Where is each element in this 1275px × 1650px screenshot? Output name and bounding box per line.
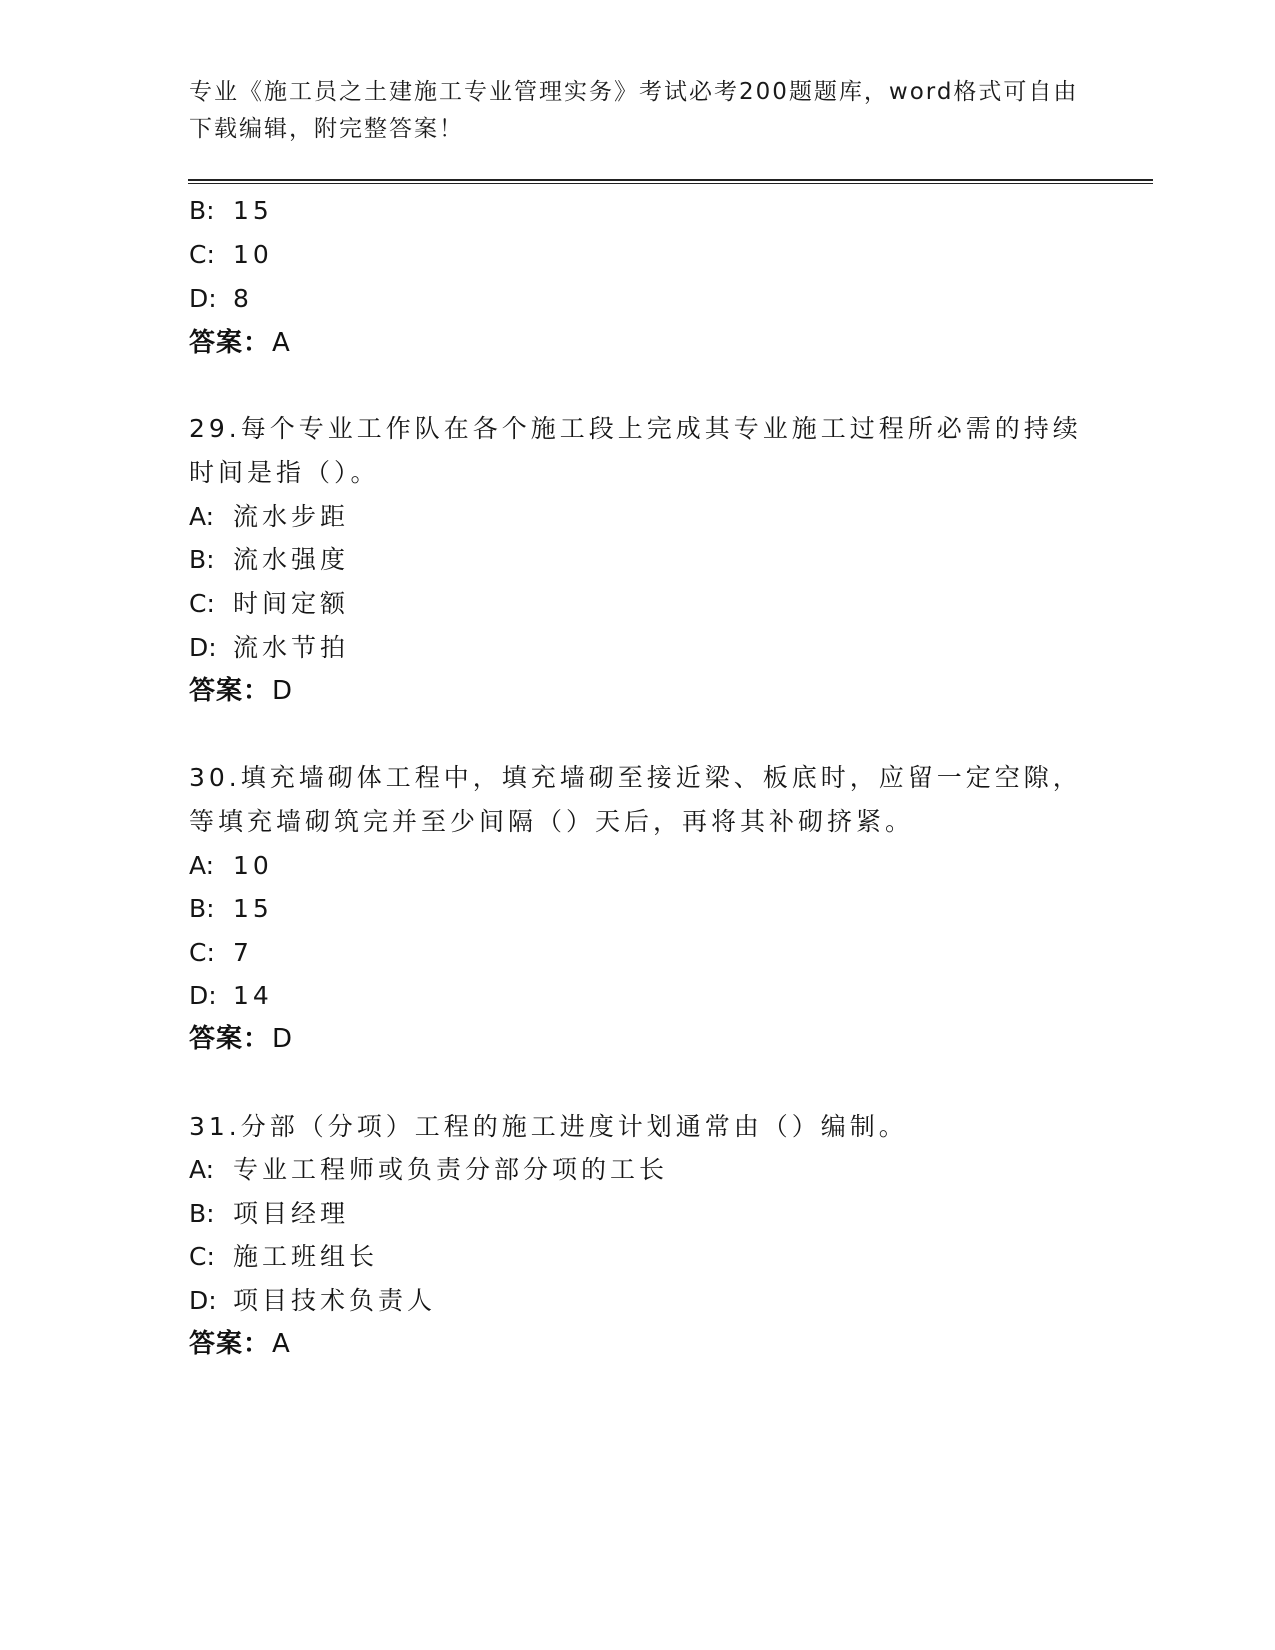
option-text: 15 bbox=[233, 894, 273, 923]
option-text: 流水节拍 bbox=[233, 633, 350, 662]
option-letter: D: bbox=[189, 981, 217, 1010]
option-c bbox=[189, 587, 349, 621]
option-letter: A: bbox=[189, 1155, 215, 1184]
answer-label: 答案： bbox=[189, 1024, 271, 1054]
option-letter: B: bbox=[189, 894, 215, 923]
question-stem: 29.每个专业工作队在各个施工段上完成其专业施工过程所必需的持续 bbox=[189, 414, 1082, 443]
option-text: 10 bbox=[233, 240, 273, 269]
question-stem: 30.填充墙砌体工程中，填充墙砌至接近梁、板底时，应留一定空隙， bbox=[189, 763, 1082, 792]
header-divider bbox=[188, 179, 1153, 184]
option-text: 项目技术负责人 bbox=[233, 1286, 437, 1315]
question-stem: 31.分部（分项）工程的施工进度计划通常由（）编制。 bbox=[189, 1112, 908, 1141]
option-text: 14 bbox=[233, 981, 273, 1010]
answer-label: 答案： bbox=[189, 328, 271, 358]
answer-line bbox=[189, 1327, 291, 1361]
option-d bbox=[189, 282, 253, 316]
option-a bbox=[189, 500, 349, 534]
answer-line bbox=[189, 674, 293, 708]
option-b bbox=[189, 543, 349, 577]
option-d bbox=[189, 979, 273, 1013]
answer-value: A bbox=[272, 328, 291, 358]
option-c bbox=[189, 238, 273, 272]
option-d bbox=[189, 1284, 436, 1318]
option-d bbox=[189, 631, 349, 665]
option-letter: D: bbox=[189, 284, 217, 313]
option-b bbox=[189, 892, 273, 926]
option-c bbox=[189, 1240, 378, 1274]
option-letter: A: bbox=[189, 851, 215, 880]
option-letter: C: bbox=[189, 938, 215, 967]
option-text: 项目经理 bbox=[233, 1199, 350, 1228]
option-text: 施工班组长 bbox=[233, 1242, 379, 1271]
option-letter: C: bbox=[189, 1242, 215, 1271]
option-b bbox=[189, 194, 273, 228]
option-letter: A: bbox=[189, 502, 215, 531]
option-a bbox=[189, 849, 273, 883]
answer-line bbox=[189, 326, 291, 360]
option-text: 流水强度 bbox=[233, 545, 350, 574]
document-header-text: 专业《施工员之土建施工专业管理实务》考试必考200题题库，word格式可自由下载编辑，附完整答案！ bbox=[189, 79, 1079, 142]
option-text: 时间定额 bbox=[233, 589, 350, 618]
option-b bbox=[189, 1197, 349, 1231]
option-letter: D: bbox=[189, 633, 217, 662]
option-letter: D: bbox=[189, 1286, 217, 1315]
question-stem-continued: 时间是指（）。 bbox=[189, 458, 380, 487]
option-text: 流水步距 bbox=[233, 502, 350, 531]
option-text: 7 bbox=[233, 938, 253, 967]
answer-label: 答案： bbox=[189, 676, 271, 706]
option-c bbox=[189, 936, 253, 970]
answer-value: D bbox=[272, 1024, 294, 1054]
question-stem-continued: 等填充墙砌筑完并至少间隔（）天后，再将其补砌挤紧。 bbox=[189, 807, 915, 836]
option-letter: B: bbox=[189, 196, 215, 225]
option-letter: C: bbox=[189, 589, 215, 618]
option-text: 15 bbox=[233, 196, 273, 225]
answer-value: A bbox=[272, 1329, 291, 1359]
option-letter: B: bbox=[189, 545, 215, 574]
option-text: 专业工程师或负责分部分项的工长 bbox=[233, 1155, 669, 1184]
option-text: 8 bbox=[233, 284, 253, 313]
answer-line bbox=[189, 1022, 293, 1056]
option-letter: B: bbox=[189, 1199, 215, 1228]
option-a bbox=[189, 1153, 668, 1187]
answer-value: D bbox=[272, 676, 294, 706]
option-text: 10 bbox=[233, 851, 273, 880]
answer-label: 答案： bbox=[189, 1329, 271, 1359]
option-letter: C: bbox=[189, 240, 215, 269]
